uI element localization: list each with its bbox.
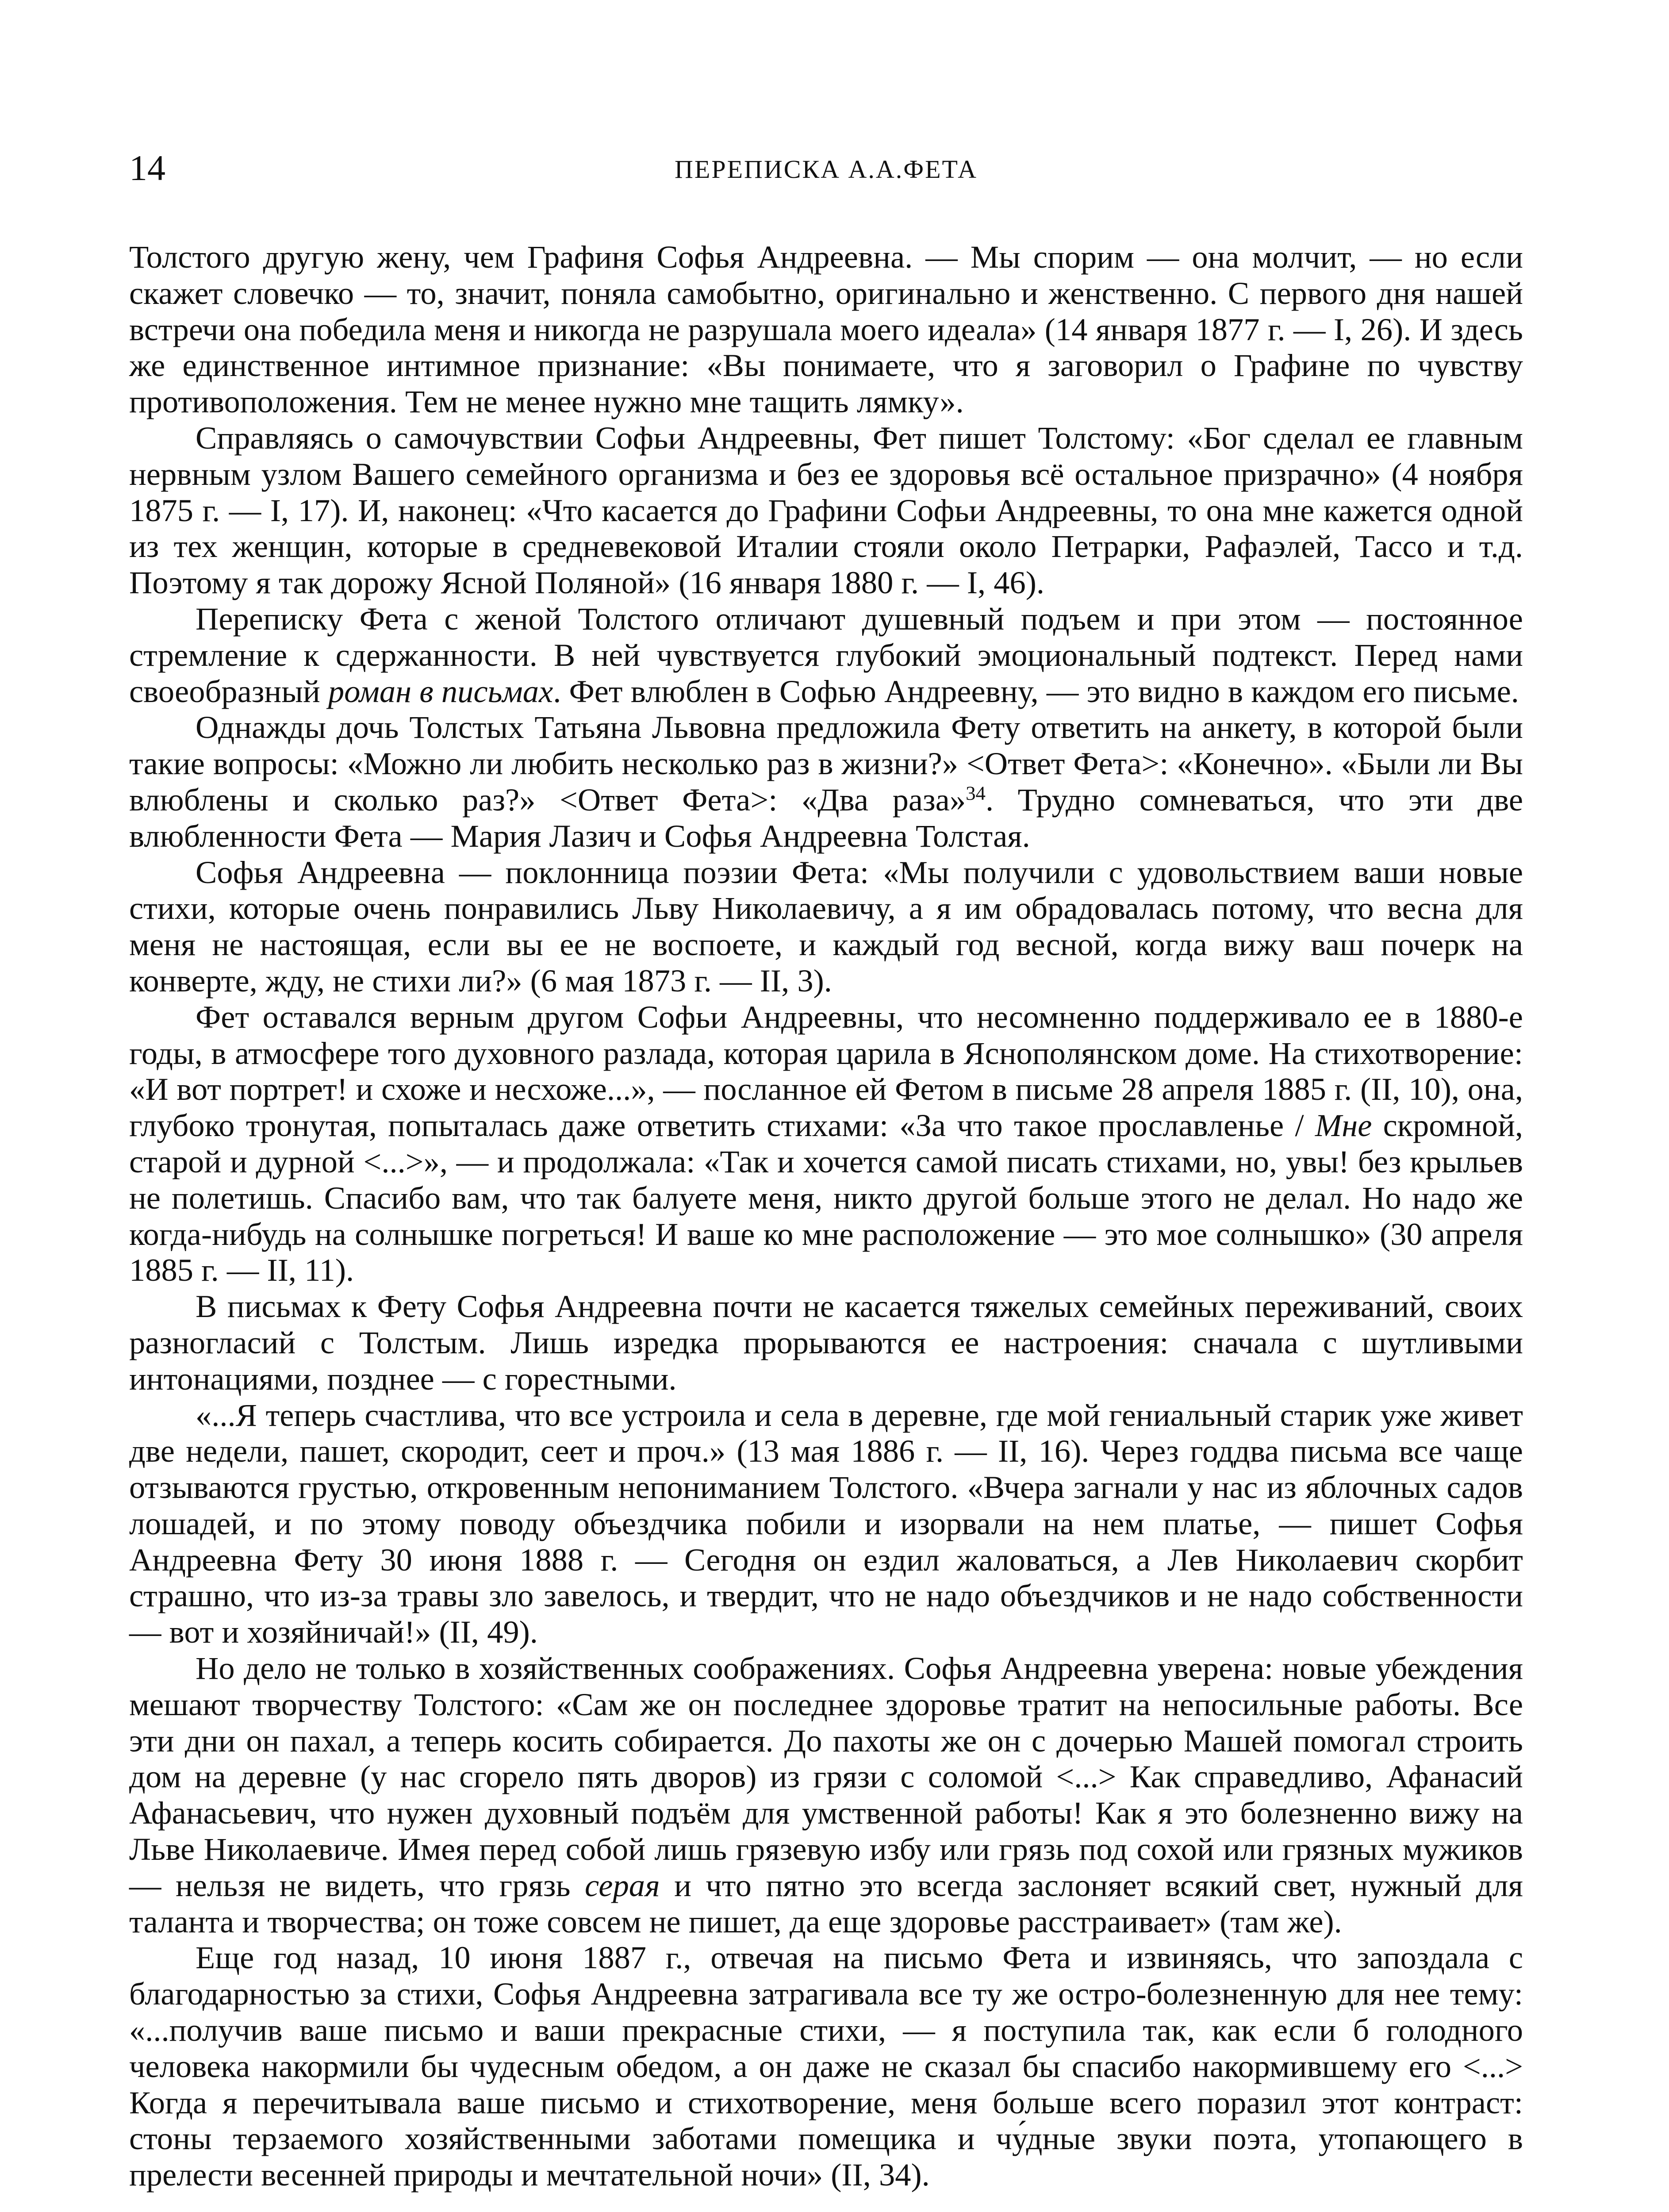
text-segment: . Фет влюблен в Софью Андреевну, — это видно в каждом его письме. bbox=[553, 673, 1519, 709]
text-segment: Фет оставался верным другом Софьи Андреевны, что несомненно поддерживало ее в 1880-е годы, в атмосфере того духовного разлада, которая царила в Яснополянском доме. На стихотворение: «И вот портрет! и схоже и несхоже...», — посланное ей Фетом в письме 28 апреля 1885 г. (II, 10), она, глубоко тронутая, попыталась даже ответить стихами: «За что такое прославленье / bbox=[129, 998, 1523, 1144]
text-segment: и что пятно это всегда заслоняет всякий свет, нужный для таланта и творчества; он тоже совсем не пишет, да еще здоровье расстраивает» (там же). bbox=[129, 1867, 1523, 1939]
body-text bbox=[129, 239, 1523, 2193]
italic-text: роман в письмах bbox=[328, 673, 553, 709]
footnote-ref: 34 bbox=[966, 782, 986, 804]
text-segment: В письмах к Фету Софья Андреевна почти не касается тяжелых семейных переживаний, своих разногласий с Толстым. Лишь изредка прорываются ее настроения: сначала с шутливыми интонациями, позднее — с горестными. bbox=[129, 1288, 1523, 1397]
page-number: 14 bbox=[129, 148, 165, 188]
text-segment: Переписку Фета с женой Толстого отличают душевный подъем и при этом — постоянное стремление к сдержанности. В ней чувствуется глубокий эмоциональный подтекст. Перед нами своеобразный bbox=[129, 600, 1523, 709]
running-title: ПЕРЕПИСКА А.А.ФЕТА bbox=[675, 155, 978, 184]
paragraph bbox=[129, 709, 1523, 854]
paragraph bbox=[129, 854, 1523, 999]
paragraph bbox=[129, 239, 1523, 420]
italic-text: серая bbox=[585, 1867, 660, 1903]
paragraph bbox=[129, 601, 1523, 709]
text-segment: Но дело не только в хозяйственных соображениях. Софья Андреевна уверена: новые убеждения мешают творчеству Толстого: «Сам же он последнее здоровье тратит на непосильные работы. Все эти дни он пахал, а теперь косить собирается. До пахоты же он с дочерью Машей помогал строить дом на деревне (у нас сгорело пять дворов) из грязи с соломой <...> Как справедливо, Афанасий Афанасьевич, что нужен духовный подъём для умственной работы! Как я это болезненно вижу на Льве Николаевиче. Имея перед собой лишь грязевую избу или грязь под сохой или грязных мужиков — нельзя не видеть, что грязь bbox=[129, 1650, 1523, 1903]
text-segment: «...Я теперь счастлива, что все устроила и села в деревне, где мой гениальный старик уже живет две недели, пашет, скородит, сеет и проч.» (13 мая 1886 г. — II, 16). Через годдва письма все чаще отзываются грустью, откровенным непониманием Толстого. «Вчера загнали у нас из яблочных садов лошадей, и по этому поводу объездчика побили и изорвали на нем платье, — пишет Софья Андреевна Фету 30 июня 1888 г. — Сегодня он ездил жаловаться, а Лев Николаевич скорбит страшно, что из-за травы зло завелось, и твердит, что не надо объездчиков и не надо собственности — вот и хозяйничай!» (II, 49). bbox=[129, 1397, 1523, 1650]
paragraph bbox=[129, 999, 1523, 1288]
text-segment: . Трудно сомневаться, что эти две влюбленности Фета — Мария Лазич и Софья Андреевна Толстая. bbox=[129, 781, 1523, 854]
paragraph bbox=[129, 1650, 1523, 1939]
paragraph bbox=[129, 1288, 1523, 1397]
paragraph bbox=[129, 1939, 1523, 2193]
text-segment: скромной, старой и дурной <...>», — и продолжала: «Так и хочется самой писать стихами, но, увы! без крыльев не полетишь. Спасибо вам, что так балуете меня, никто другой больше этого не делал. Но надо же когда-нибудь на солнышке погреться! И ваше ко мне расположение — это мое солнышко» (30 апреля 1885 г. — II, 11). bbox=[129, 1107, 1523, 1288]
page-header bbox=[129, 146, 1523, 195]
text-segment: Софья Андреевна — поклонница поэзии Фета: «Мы получили с удовольствием ваши новые стихи, которые очень понравились Льву Николаевичу, а я им обрадовалась потому, что весна для меня не настоящая, если вы ее не воспоете, и каждый год весной, когда вижу ваш почерк на конверте, жду, не стихи ли?» (6 мая 1873 г. — II, 3). bbox=[129, 854, 1523, 998]
paragraph bbox=[129, 420, 1523, 601]
text-segment: Еще год назад, 10 июня 1887 г., отвечая на письмо Фета и извиняясь, что запоздала с благодарностью за стихи, Софья Андреевна затрагивала все ту же остро-болезненную для нее тему: «...получив ваше письмо и ваши прекрасные стихи, — я поступила так, как если б голодного человека накормили бы чудесным обедом, а он даже не сказал бы спасибо накормившему его <...> Когда я перечитывала ваше письмо и стихотворение, меня больше всего поразил этот контраст: стоны терзаемого хозяйственными заботами помещика и чу́дные звуки поэта, утопающего в прелести весенней природы и мечтательной ночи» (II, 34). bbox=[129, 1939, 1523, 2193]
text-segment: Однажды дочь Толстых Татьяна Львовна предложила Фету ответить на анкету, в которой были такие вопросы: «Можно ли любить несколько раз в жизни?» <Ответ Фета>: «Конечно». «Были ли Вы влюблены и сколько раз?» <Ответ Фета>: «Два раза» bbox=[129, 709, 1523, 818]
paragraph bbox=[129, 1397, 1523, 1651]
italic-text: Мне bbox=[1315, 1107, 1372, 1144]
text-segment: Справляясь о самочувствии Софьи Андреевны, Фет пишет Толстому: «Бог сделал ее главным нервным узлом Вашего семейного организма и без ее здоровья всё остальное призрачно» (4 ноября 1875 г. — I, 17). И, наконец: «Что касается до Графини Софьи Андреевны, то она мне кажется одной из тех женщин, которые в средневековой Италии стояли около Петрарки, Рафаэлей, Тассо и т.д. Поэтому я так дорожу Ясной Поляной» (16 января 1880 г. — I, 46). bbox=[129, 419, 1523, 601]
text-segment: Толстого другую жену, чем Графиня Софья Андреевна. — Мы спорим — она молчит, — но если скажет словечко — то, значит, поняла самобытно, оригинально и женственно. С первого дня нашей встречи она победила меня и никогда не разрушала моего идеала» (14 января 1877 г. — I, 26). И здесь же единственное интимное признание: «Вы понимаете, что я заговорил о Графине по чувству противоположения. Тем не менее нужно мне тащить лямку». bbox=[129, 239, 1523, 420]
